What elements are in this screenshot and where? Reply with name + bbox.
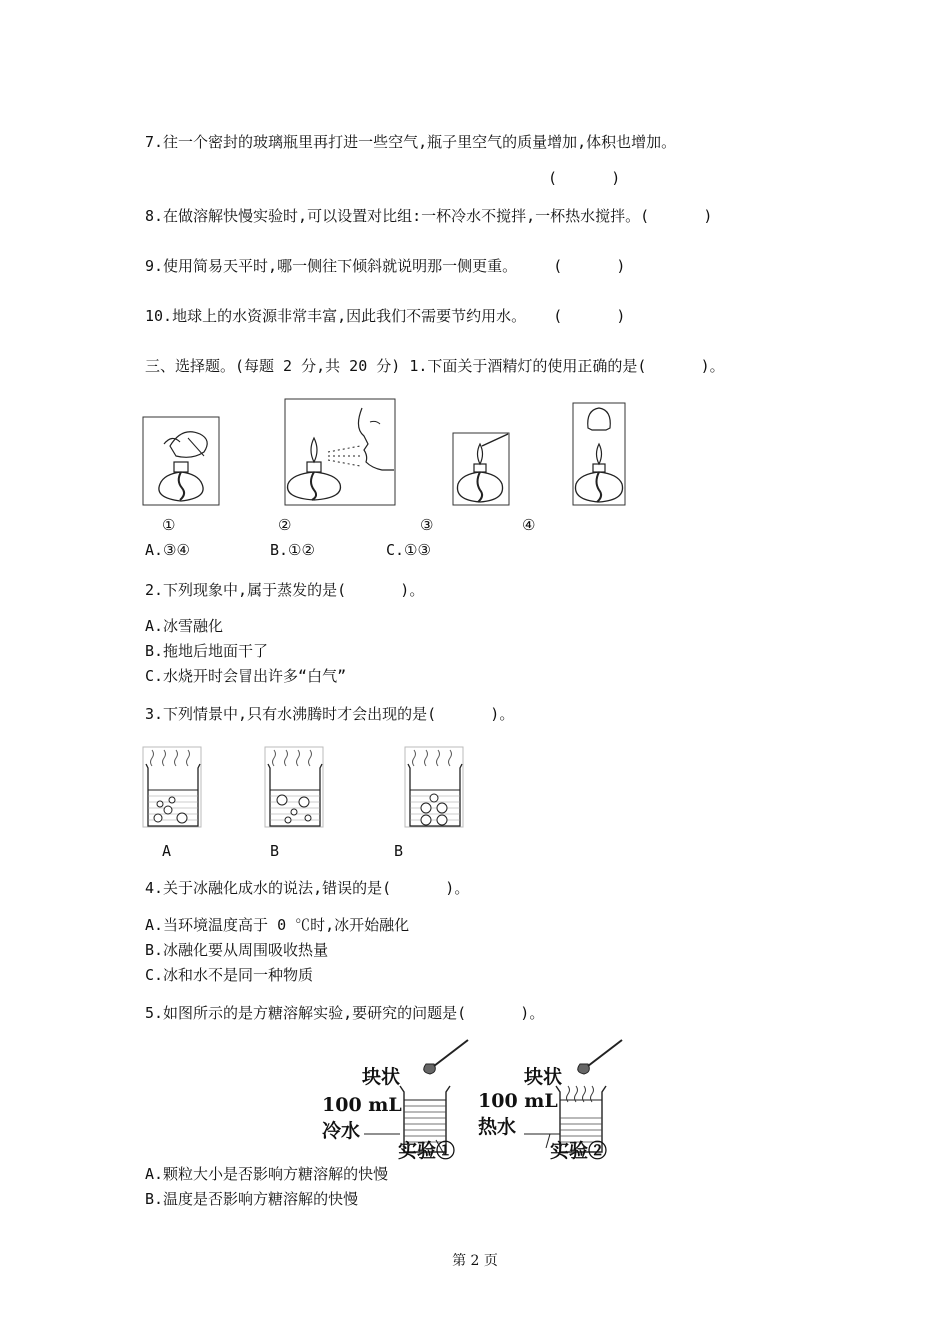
q4-option-a: A.当环境温度高于 0 ℃时,冰开始融化 bbox=[145, 916, 410, 934]
exp2-water-label: 热水 bbox=[478, 1116, 517, 1138]
q4-option-c: C.冰和水不是同一种物质 bbox=[145, 966, 314, 984]
q3-label-b2: B bbox=[394, 842, 404, 860]
q1-option-b: B.①② bbox=[270, 541, 315, 559]
question-10: 10.地球上的水资源非常丰富,因此我们不需要节约用水。 ( ) bbox=[145, 307, 626, 325]
q1-option-c: C.①③ bbox=[386, 541, 431, 559]
page-number: 第 2 页 bbox=[452, 1253, 498, 1269]
q5-option-a: A.颗粒大小是否影响方糖溶解的快慢 bbox=[145, 1165, 389, 1183]
lamp-figure-4 bbox=[572, 402, 626, 506]
q2-option-a: A.冰雪融化 bbox=[145, 617, 224, 635]
question-8: 8.在做溶解快慢实验时,可以设置对比组:一杯冷水不搅拌,一杯热水搅拌。( ) bbox=[145, 207, 713, 225]
q2-option-b: B.拖地后地面干了 bbox=[145, 642, 269, 660]
q1-label-1: ① bbox=[162, 516, 176, 534]
q1-option-a: A.③④ bbox=[145, 541, 190, 559]
question-5: 5.如图所示的是方糖溶解实验,要研究的问题是( )。 bbox=[145, 1004, 545, 1022]
lamp-figure-3 bbox=[452, 432, 510, 506]
q5-option-b: B.温度是否影响方糖溶解的快慢 bbox=[145, 1190, 359, 1208]
exp1-name-label: 实验① bbox=[398, 1140, 456, 1162]
q3-label-a: A bbox=[162, 842, 172, 860]
exp1-top-label: 块状 bbox=[362, 1066, 401, 1088]
lamp-figure-1 bbox=[142, 416, 220, 506]
lamp-figure-2 bbox=[284, 398, 396, 506]
beaker-figure-a bbox=[142, 746, 202, 828]
q1-label-3: ③ bbox=[420, 516, 434, 534]
question-7-answer-paren: ( ) bbox=[548, 169, 621, 187]
q3-label-b1: B bbox=[270, 842, 280, 860]
question-2: 2.下列现象中,属于蒸发的是( )。 bbox=[145, 581, 425, 599]
exp1-volume-label: 100 mL bbox=[322, 1094, 402, 1116]
q4-option-b: B.冰融化要从周围吸收热量 bbox=[145, 941, 329, 959]
beaker-figure-b2 bbox=[404, 746, 464, 828]
section-3-header: 三、选择题。(每题 2 分,共 20 分) 1.下面关于酒精灯的使用正确的是( )。 bbox=[145, 357, 725, 375]
exp1-water-label: 冷水 bbox=[322, 1120, 361, 1142]
exp2-volume-label: 100 mL bbox=[478, 1090, 558, 1112]
question-9: 9.使用简易天平时,哪一侧往下倾斜就说明那一侧更重。 ( ) bbox=[145, 257, 626, 275]
beaker-figure-b1 bbox=[264, 746, 324, 828]
q2-option-c: C.水烧开时会冒出许多“白气” bbox=[145, 667, 347, 685]
question-3: 3.下列情景中,只有水沸腾时才会出现的是( )。 bbox=[145, 705, 515, 723]
q1-label-2: ② bbox=[278, 516, 292, 534]
q1-label-4: ④ bbox=[522, 516, 536, 534]
sugar-experiment-figure bbox=[318, 1036, 638, 1162]
question-7: 7.往一个密封的玻璃瓶里再打进一些空气,瓶子里空气的质量增加,体积也增加。 bbox=[145, 133, 677, 151]
exp2-top-label: 块状 bbox=[524, 1066, 563, 1088]
exp2-name-label: 实验② bbox=[550, 1140, 608, 1162]
question-4: 4.关于冰融化成水的说法,错误的是( )。 bbox=[145, 879, 470, 897]
